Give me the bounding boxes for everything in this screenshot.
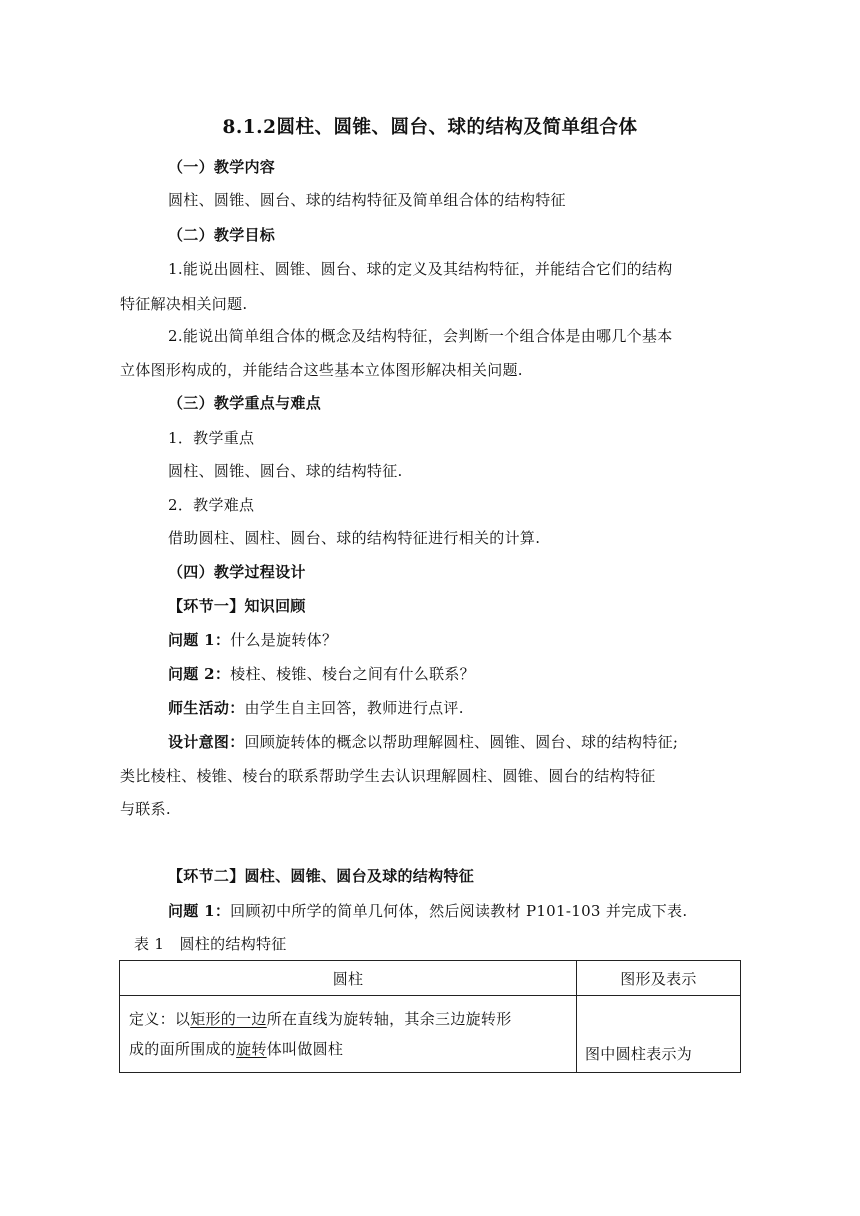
definition-mid: 所在直线为旋转轴，其余三边旋转形 bbox=[266, 1010, 512, 1028]
intent-label: 设计意图： bbox=[168, 733, 245, 751]
question-text: 棱柱、棱锥、棱台之间有什么联系？ bbox=[230, 665, 475, 683]
goal1-line2: 特征解决相关问题. bbox=[120, 295, 248, 313]
question-label: 问题 1： bbox=[168, 902, 231, 920]
section-heading-goals: （二）教学目标 bbox=[168, 226, 276, 244]
step1-activity bbox=[168, 698, 464, 718]
section-heading-process: （四）教学过程设计 bbox=[168, 563, 306, 581]
table-row bbox=[120, 996, 741, 1073]
definition-suffix: 体叫做圆柱 bbox=[266, 1040, 344, 1058]
definition-line2-prefix: 成的面所围成的 bbox=[129, 1040, 237, 1058]
question-text: 回顾初中所学的简单几何体，然后阅读教材 P101-103 并完成下表. bbox=[230, 902, 688, 920]
step1-question1 bbox=[168, 630, 337, 650]
content-text: 圆柱、圆锥、圆台、球的结构特征及简单组合体的结构特征 bbox=[168, 191, 566, 209]
cylinder-table bbox=[119, 960, 741, 1073]
activity-label: 师生活动： bbox=[168, 699, 245, 717]
goal2-line1: 2.能说出简单组合体的概念及结构特征，会判断一个组合体是由哪几个基本 bbox=[168, 327, 673, 345]
definition-blank2: 旋转 bbox=[236, 1040, 267, 1058]
step2-heading: 【环节二】圆柱、圆锥、圆台及球的结构特征 bbox=[168, 867, 475, 885]
question-text: 什么是旋转体？ bbox=[230, 631, 338, 649]
step1-intent-line2: 类比棱柱、棱锥、棱台的联系帮助学生去认识理解圆柱、圆锥、圆台的结构特征 bbox=[120, 767, 656, 785]
difficulty-text: 借助圆柱、圆柱、圆台、球的结构特征进行相关的计算. bbox=[168, 529, 541, 547]
section-heading-key: （三）教学重点与难点 bbox=[168, 394, 322, 412]
header-cylinder: 圆柱 bbox=[120, 961, 577, 996]
section-heading-content: （一）教学内容 bbox=[168, 158, 276, 176]
key-point-label: 1．教学重点 bbox=[168, 429, 255, 447]
question-label: 问题 1： bbox=[168, 631, 231, 649]
table-caption: 表 1 圆柱的结构特征 bbox=[134, 935, 287, 953]
definition-blank1: 矩形的一边 bbox=[190, 1010, 267, 1028]
header-figure: 图形及表示 bbox=[577, 961, 741, 996]
page-title: 8.1.2圆柱、圆锥、圆台、球的结构及简单组合体 bbox=[222, 117, 638, 138]
activity-text: 由学生自主回答，教师进行点评. bbox=[244, 699, 464, 717]
goal2-line2: 立体图形构成的，并能结合这些基本立体图形解决相关问题. bbox=[120, 361, 523, 379]
question-label: 问题 2： bbox=[168, 665, 231, 683]
step1-question2 bbox=[168, 664, 475, 684]
step1-intent-line1 bbox=[168, 732, 678, 752]
intent-text: 回顾旋转体的概念以帮助理解圆柱、圆锥、圆台、球的结构特征; bbox=[244, 733, 679, 751]
figure-cell: 图中圆柱表示为 bbox=[577, 996, 741, 1073]
step2-question1 bbox=[168, 901, 687, 921]
difficulty-label: 2．教学难点 bbox=[168, 496, 255, 514]
key-point-text: 圆柱、圆锥、圆台、球的结构特征. bbox=[168, 462, 403, 480]
step1-heading: 【环节一】知识回顾 bbox=[168, 597, 306, 615]
definition-prefix: 定义：以 bbox=[129, 1010, 191, 1028]
step1-intent-line3: 与联系. bbox=[120, 800, 171, 818]
definition-cell bbox=[120, 996, 577, 1073]
table-header-row bbox=[120, 961, 741, 996]
goal1-line1: 1.能说出圆柱、圆锥、圆台、球的定义及其结构特征，并能结合它们的结构 bbox=[168, 260, 673, 278]
